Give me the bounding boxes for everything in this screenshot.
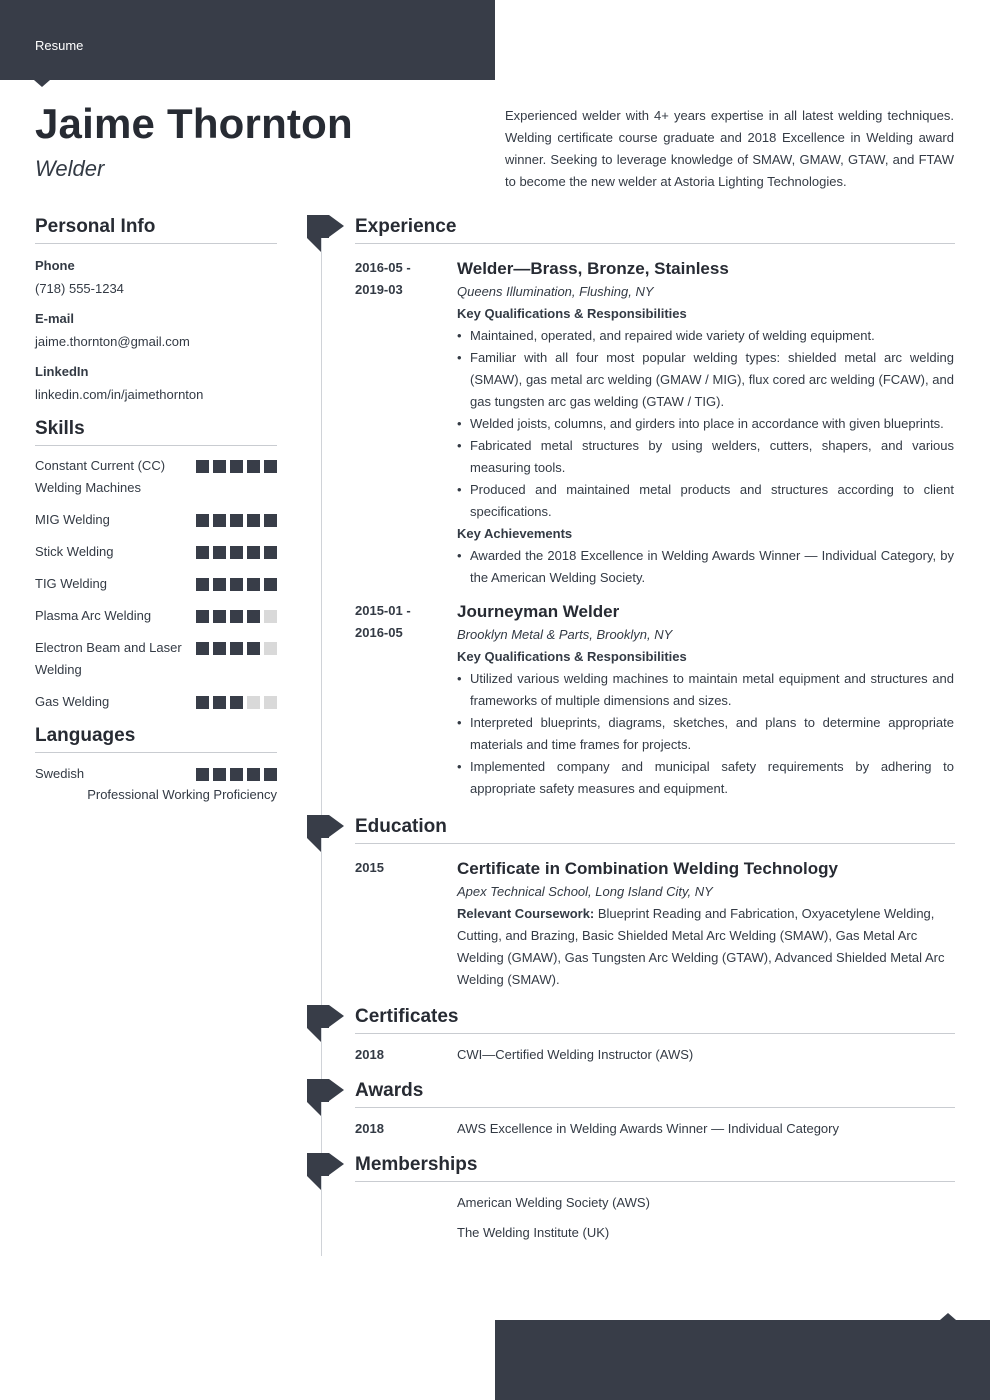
education-flag-icon	[307, 815, 344, 853]
memberships-flag-icon	[307, 1153, 344, 1191]
level-dot-filled	[230, 696, 243, 709]
level-dot-filled	[196, 578, 209, 591]
level-dot-filled	[196, 610, 209, 623]
phone-value: (718) 555-1234	[35, 281, 124, 296]
level-dot-empty	[247, 696, 260, 709]
coursework-label: Relevant Coursework:	[457, 906, 595, 921]
language-level-dots	[196, 763, 277, 781]
awards-section	[355, 1080, 955, 1140]
skill-level-dots	[196, 541, 277, 559]
certificates-section	[355, 1006, 955, 1066]
level-dot-filled	[247, 768, 260, 781]
job-date: 2016-05 - 2019-03	[355, 260, 411, 297]
skill-row	[35, 455, 277, 499]
personal-info-heading: Personal Info	[35, 216, 277, 244]
header-band	[0, 0, 495, 80]
list-item: • Implemented company and municipal safety requirements by adhering to appropriate safety measures and equipment.	[457, 756, 954, 800]
memberships-heading: Memberships	[355, 1154, 955, 1182]
footer-notch	[940, 1313, 956, 1320]
level-dot-filled	[196, 768, 209, 781]
level-dot-filled	[264, 460, 277, 473]
level-dot-filled	[230, 768, 243, 781]
skill-level-dots	[196, 455, 277, 473]
education-date: 2015	[355, 860, 384, 875]
coursework	[457, 903, 954, 991]
skill-row	[35, 573, 277, 595]
level-dot-filled	[213, 460, 226, 473]
skills-heading: Skills	[35, 418, 277, 446]
certificate-text: CWI—Certified Welding Instructor (AWS)	[457, 1047, 694, 1062]
qualifications-heading: Key Qualifications & Responsibilities	[457, 306, 687, 321]
list-item: • Utilized various welding machines to maintain metal equipment and structures and frameworks of multiple dimensions and sizes.	[457, 668, 954, 712]
awards-flag-icon	[307, 1079, 344, 1117]
list-item: • Welded joists, columns, and girders into place in accordance with given blueprints.	[457, 413, 954, 435]
level-dot-filled	[247, 460, 260, 473]
skill-name: MIG Welding	[35, 512, 110, 527]
membership-text: The Welding Institute (UK)	[457, 1225, 610, 1240]
level-dot-filled	[247, 642, 260, 655]
phone-label: Phone	[35, 258, 75, 273]
level-dot-empty	[264, 610, 277, 623]
level-dot-filled	[230, 514, 243, 527]
level-dot-empty	[264, 642, 277, 655]
certificates-heading: Certificates	[355, 1006, 955, 1034]
language-item	[35, 763, 277, 805]
level-dot-filled	[213, 546, 226, 559]
list-item: • Interpreted blueprints, diagrams, sketches, and plans to determine appropriate materials and time frames for projects.	[457, 712, 954, 756]
level-dot-empty	[264, 696, 277, 709]
skill-row	[35, 691, 277, 713]
skill-name: Plasma Arc Welding	[35, 608, 152, 623]
education-heading: Education	[355, 816, 955, 844]
degree-title: Certificate in Combination Welding Technology	[457, 859, 838, 878]
list-item: • Maintained, operated, and repaired wide variety of welding equipment.	[457, 325, 954, 347]
job-company: Queens Illumination, Flushing, NY	[457, 284, 654, 299]
level-dot-filled	[264, 514, 277, 527]
membership-entry	[355, 1222, 955, 1244]
job-date: 2015-01 - 2016-05	[355, 603, 411, 640]
job-entry	[355, 257, 955, 589]
skills-list	[35, 455, 277, 713]
language-proficiency: Professional Working Proficiency	[87, 787, 277, 802]
language-row	[35, 763, 277, 785]
header-notch	[34, 80, 50, 87]
footer-band	[495, 1320, 990, 1400]
level-dot-filled	[247, 546, 260, 559]
level-dot-filled	[196, 460, 209, 473]
list-item: • Awarded the 2018 Excellence in Welding Awards Winner — Individual Category, by the American Welding Society.	[457, 545, 954, 589]
skill-row	[35, 541, 277, 563]
skill-level-dots	[196, 509, 277, 527]
award-date: 2018	[355, 1121, 384, 1136]
experience-section	[355, 216, 955, 800]
email-value: jaime.thornton@gmail.com	[35, 334, 190, 349]
skill-level-dots	[196, 573, 277, 591]
responsibilities-list	[457, 325, 954, 523]
certificates-flag-icon	[307, 1005, 344, 1043]
skill-name: Electron Beam and Laser Welding	[35, 640, 182, 677]
skill-row	[35, 637, 277, 681]
skill-level-dots	[196, 691, 277, 709]
skill-name: TIG Welding	[35, 576, 108, 591]
profile-summary: Experienced welder with 4+ years expertise in all latest welding techniques. Welding certificate course graduate and 2018 Excellence in Welding award winner. Seeking to leverage knowledge of SMAW, GMAW, GTAW, and FTAW to become the new welder at Astoria Lighting Technologies.	[505, 108, 954, 189]
level-dot-filled	[230, 642, 243, 655]
level-dot-filled	[196, 514, 209, 527]
left-column	[35, 216, 277, 805]
skill-name: Stick Welding	[35, 544, 114, 559]
award-text: AWS Excellence in Welding Awards Winner — Individual Category	[457, 1121, 839, 1136]
education-entry	[355, 857, 955, 991]
languages-heading: Languages	[35, 725, 277, 753]
level-dot-filled	[213, 696, 226, 709]
list-item: • Produced and maintained metal products and structures according to client specifications.	[457, 479, 954, 523]
membership-entry	[355, 1192, 955, 1214]
job-company: Brooklyn Metal & Parts, Brooklyn, NY	[457, 627, 673, 642]
document-type-label: Resume	[35, 38, 84, 53]
education-section	[355, 816, 955, 991]
school-name: Apex Technical School, Long Island City, NY	[457, 884, 713, 899]
skill-name: Gas Welding	[35, 694, 110, 709]
level-dot-filled	[213, 610, 226, 623]
candidate-name: Jaime Thornton	[35, 100, 353, 147]
job-title: Welder—Brass, Bronze, Stainless	[457, 259, 729, 278]
email-label: E-mail	[35, 311, 75, 326]
skill-name: Constant Current (CC) Welding Machines	[35, 458, 166, 495]
level-dot-filled	[196, 696, 209, 709]
skill-row	[35, 509, 277, 531]
achievements-list	[457, 545, 954, 589]
skill-level-dots	[196, 637, 277, 655]
level-dot-filled	[264, 546, 277, 559]
job-entry	[355, 600, 955, 800]
linkedin-label: LinkedIn	[35, 364, 89, 379]
level-dot-filled	[247, 578, 260, 591]
award-entry	[355, 1118, 955, 1140]
level-dot-filled	[230, 460, 243, 473]
level-dot-filled	[264, 768, 277, 781]
candidate-job-title: Welder	[35, 156, 105, 181]
qualifications-heading: Key Qualifications & Responsibilities	[457, 649, 687, 664]
experience-flag-icon	[307, 215, 344, 253]
list-item: • Familiar with all four most popular welding types: shielded metal arc welding (SMAW), gas metal arc welding (GMAW / MIG), flux cored arc welding (FCAW), and gas tungsten arc gas welding (GTAW / TIG).	[457, 347, 954, 413]
level-dot-filled	[213, 514, 226, 527]
experience-heading: Experience	[355, 216, 955, 244]
coursework-text: Blueprint Reading and Fabrication, Oxyacetylene Welding, Cutting, and Brazing, Basic Shielded Metal Arc Welding (SMAW), Gas Metal Arc Welding (GMAW), Gas Tungsten Arc Welding (GTAW), Advanced Shielded Metal Arc Welding (SMAW).	[457, 906, 945, 987]
language-name: Swedish	[35, 766, 85, 781]
level-dot-filled	[196, 546, 209, 559]
level-dot-filled	[230, 610, 243, 623]
level-dot-filled	[230, 546, 243, 559]
linkedin-value: linkedin.com/in/jaimethornton	[35, 387, 204, 402]
skill-level-dots	[196, 605, 277, 623]
skill-row	[35, 605, 277, 627]
level-dot-filled	[196, 642, 209, 655]
membership-text: American Welding Society (AWS)	[457, 1195, 650, 1210]
level-dot-filled	[213, 768, 226, 781]
list-item: • Fabricated metal structures by using welders, cutters, shapers, and various measuring tools.	[457, 435, 954, 479]
level-dot-filled	[247, 610, 260, 623]
job-title: Journeyman Welder	[457, 602, 620, 621]
level-dot-filled	[213, 642, 226, 655]
awards-heading: Awards	[355, 1080, 955, 1108]
level-dot-filled	[230, 578, 243, 591]
achievements-heading: Key Achievements	[457, 526, 573, 541]
memberships-section	[355, 1154, 955, 1244]
level-dot-filled	[247, 514, 260, 527]
certificate-date: 2018	[355, 1047, 384, 1062]
certificate-entry	[355, 1044, 955, 1066]
level-dot-filled	[213, 578, 226, 591]
level-dot-filled	[264, 578, 277, 591]
responsibilities-list	[457, 668, 954, 800]
